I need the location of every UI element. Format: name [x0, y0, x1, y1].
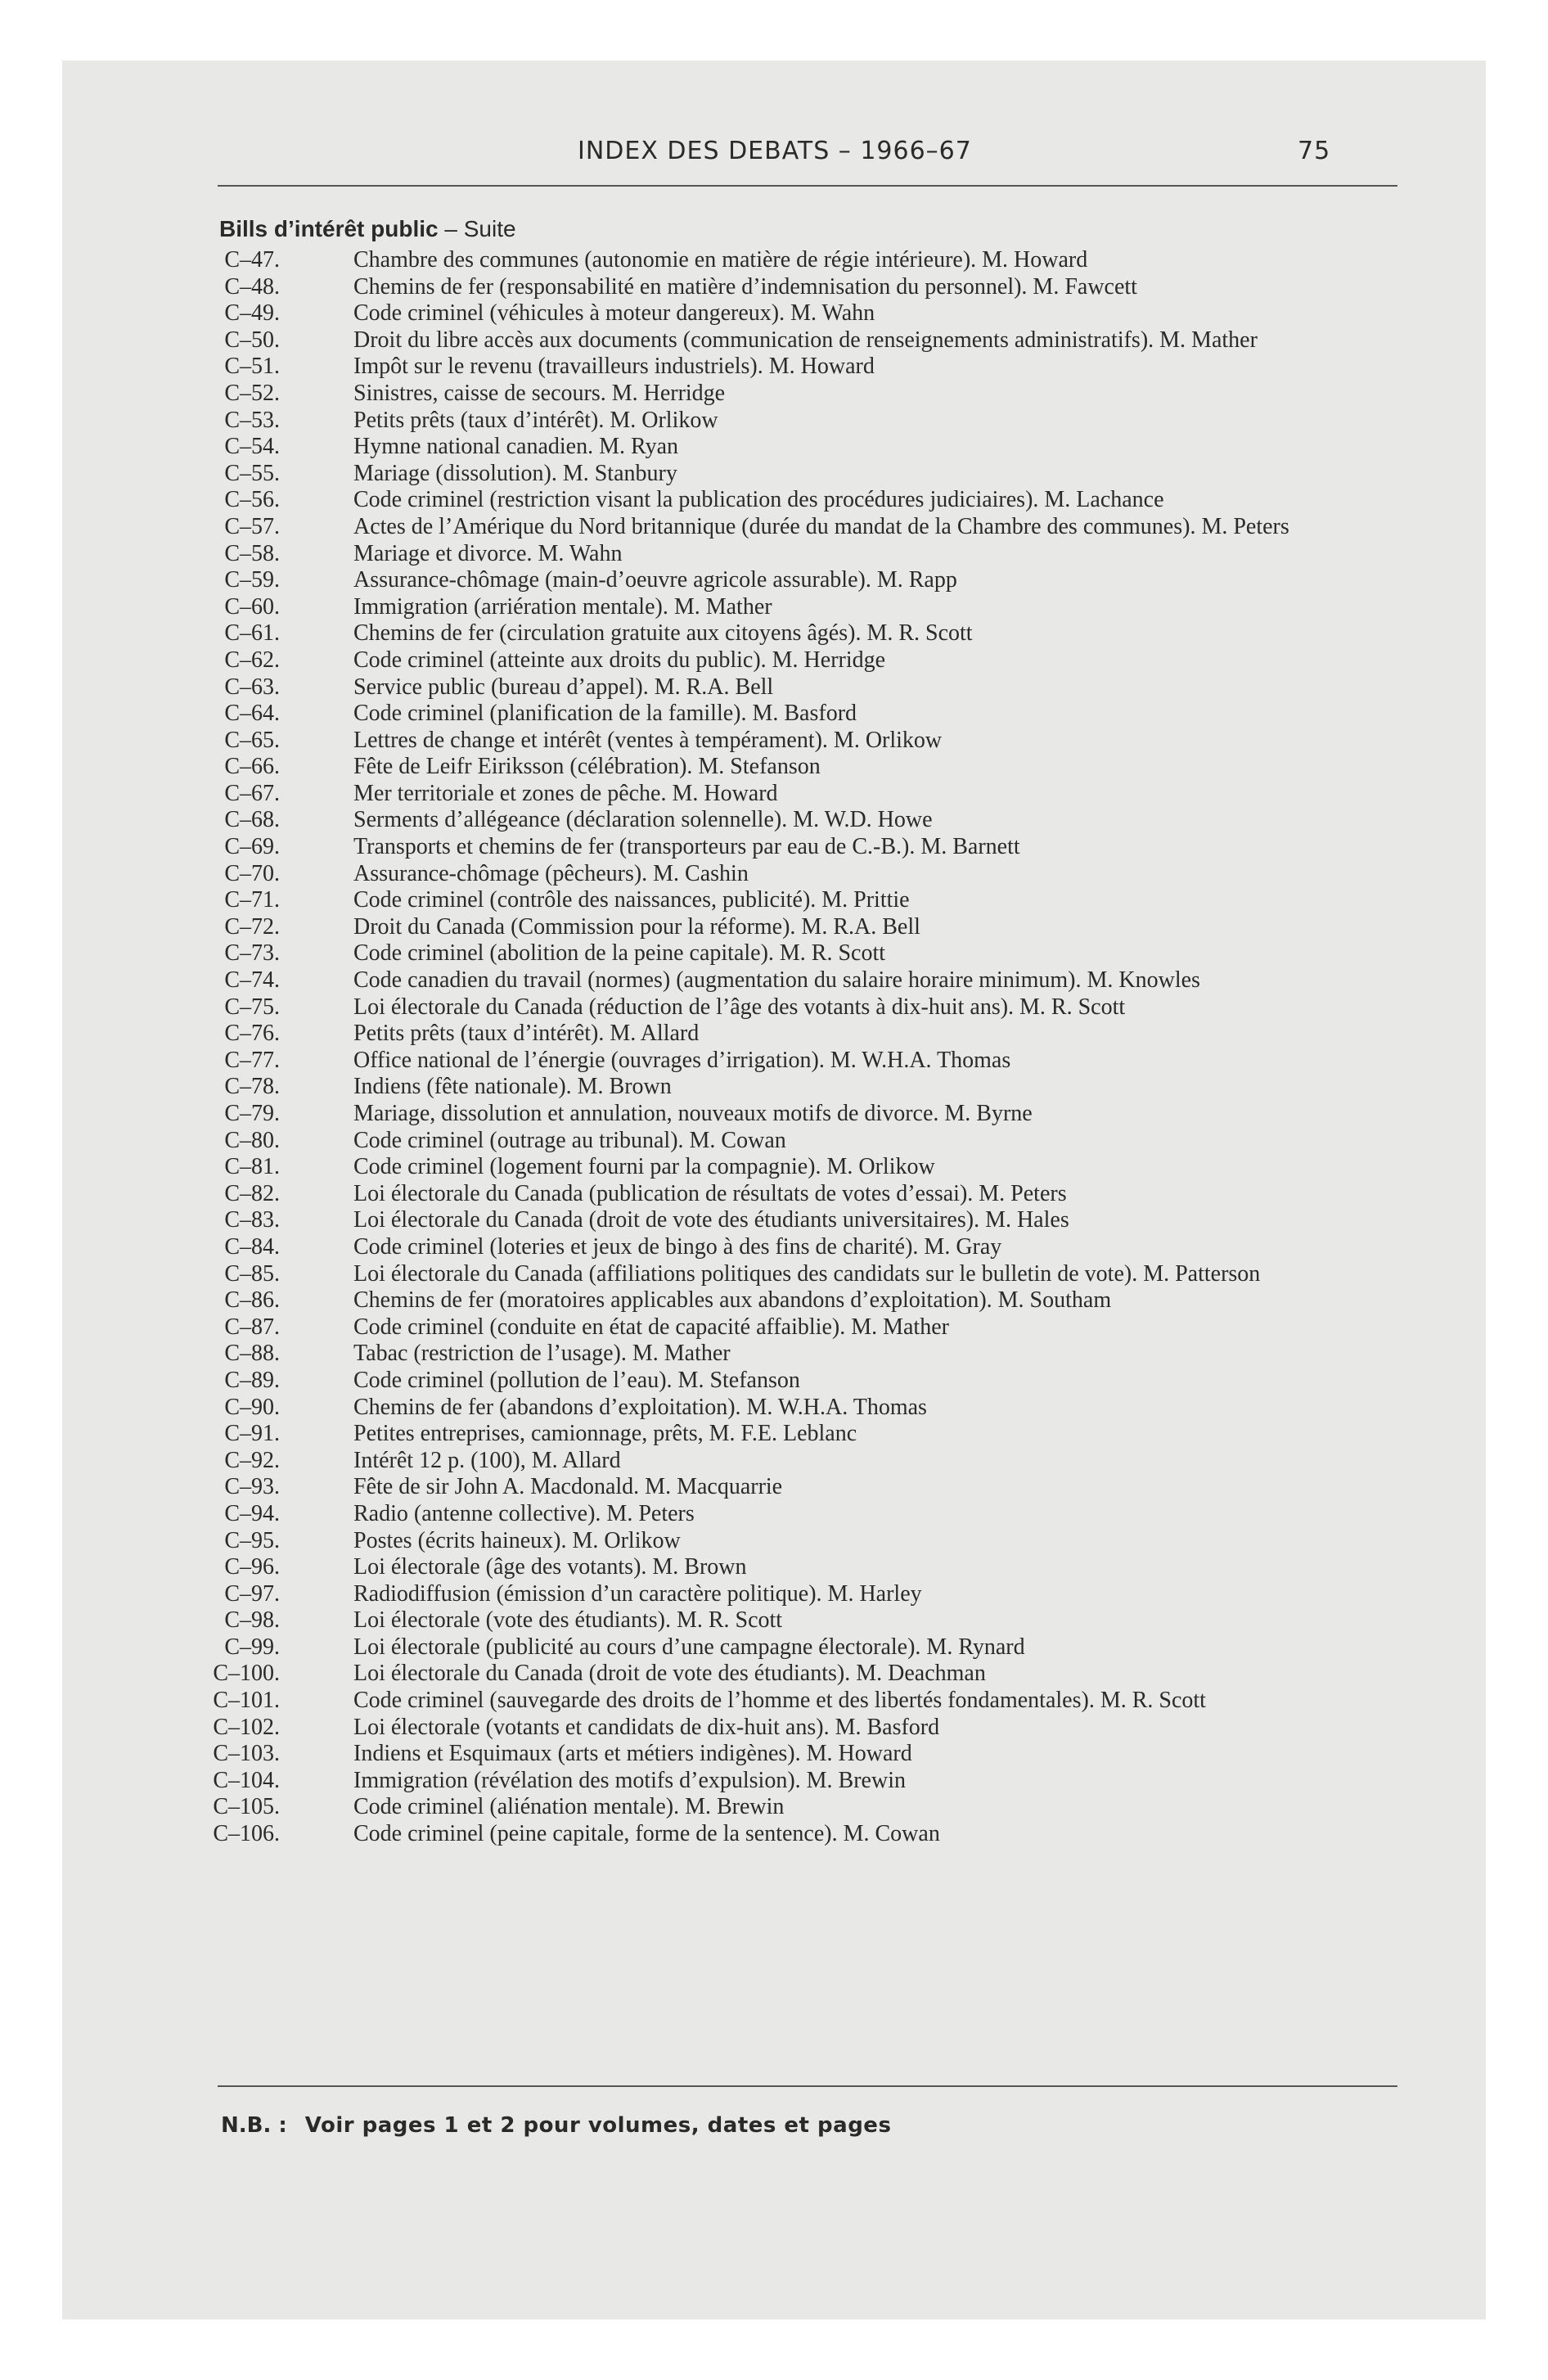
bill-title: Code criminel (contrôle des naissances, publicité). M. Prittie [353, 887, 910, 913]
bill-code: C–52. [224, 380, 280, 406]
bill-entry [62, 461, 1486, 488]
bill-code: C–103. [213, 1741, 280, 1767]
bill-code: C–72. [224, 913, 280, 940]
bill-entry [62, 1501, 1486, 1528]
bill-entry [62, 274, 1486, 301]
bill-entry [62, 1554, 1486, 1581]
bill-entry [62, 994, 1486, 1021]
bill-entry [62, 1101, 1486, 1128]
bill-code: C–53. [224, 407, 280, 433]
bill-code: C–57. [224, 513, 280, 539]
bill-entry [62, 1395, 1486, 1422]
bill-entry [62, 1741, 1486, 1768]
bill-code: C–84. [224, 1233, 280, 1260]
page-header [62, 137, 1486, 178]
bill-entry [62, 1421, 1486, 1448]
bill-code: C–51. [224, 354, 280, 380]
bill-code: C–79. [224, 1101, 280, 1126]
bill-title: Chemins de fer (abandons d’exploitation). M. W.H.A. Thomas [353, 1394, 927, 1420]
bill-title: Code criminel (atteinte aux droits du public). M. Herridge [353, 647, 886, 673]
bill-code: C–90. [224, 1394, 280, 1420]
bill-title: Radiodiffusion (émission d’un caractère politique). M. Harley [353, 1580, 922, 1607]
bill-entry [62, 1368, 1486, 1395]
bill-entry [62, 408, 1486, 435]
bill-entry [62, 1128, 1486, 1155]
bill-entry [62, 1234, 1486, 1261]
bill-code: C–49. [224, 300, 280, 327]
bill-code: C–59. [224, 567, 280, 593]
bill-entry [62, 1661, 1486, 1688]
footer-divider [218, 2085, 1397, 2087]
bill-entry [62, 940, 1486, 967]
bill-title: Loi électorale (âge des votants). M. Brown [353, 1554, 747, 1580]
bill-title: Mariage et divorce. M. Wahn [353, 540, 623, 566]
bill-title: Indiens et Esquimaux (arts et métiers indigènes). M. Howard [353, 1741, 912, 1767]
bill-code: C–76. [224, 1021, 280, 1047]
footnote-lead: N.B. : [221, 2113, 287, 2138]
bill-title: Loi électorale (votants et candidats de dix-huit ans). M. Basford [353, 1714, 940, 1740]
bill-entry [62, 487, 1486, 514]
bill-code: C–106. [213, 1821, 280, 1847]
bill-title: Mer territoriale et zones de pêche. M. Howard [353, 780, 778, 806]
bill-title: Code criminel (outrage au tribunal). M. Cowan [353, 1127, 786, 1153]
bill-entry [62, 1607, 1486, 1634]
bill-title: Petits prêts (taux d’intérêt). M. Allard [353, 1021, 700, 1047]
bill-code: C–54. [224, 434, 280, 460]
bill-title: Impôt sur le revenu (travailleurs industriels). M. Howard [353, 354, 875, 380]
bill-entry [62, 861, 1486, 888]
bill-entry [62, 1154, 1486, 1181]
bill-title: Sinistres, caisse de secours. M. Herridge [353, 380, 726, 406]
bill-list [62, 247, 1486, 1848]
bill-entry [62, 1528, 1486, 1555]
bill-title: Code criminel (logement fourni par la compagnie). M. Orlikow [353, 1154, 935, 1180]
bill-entry [62, 754, 1486, 781]
bill-code: C–58. [224, 540, 280, 566]
bill-title: Fête de sir John A. Macdonald. M. Macquarrie [353, 1474, 783, 1500]
bill-entry [62, 1314, 1486, 1341]
bill-title: Lettres de change et intérêt (ventes à tempérament). M. Orlikow [353, 727, 943, 753]
bill-entry [62, 1768, 1486, 1795]
bill-title: Serments d’allégeance (déclaration solennelle). M. W.D. Howe [353, 807, 933, 833]
bill-title: Code criminel (aliénation mentale). M. Brewin [353, 1794, 785, 1820]
bill-title: Code criminel (abolition de la peine capitale). M. R. Scott [353, 940, 886, 967]
bill-title: Loi électorale du Canada (droit de vote des étudiants). M. Deachman [353, 1661, 986, 1687]
bill-code: C–67. [224, 780, 280, 806]
bill-entry [62, 434, 1486, 461]
bill-title: Transports et chemins de fer (transporteurs par eau de C.-B.). M. Barnett [353, 834, 1020, 860]
page-number: 75 [1298, 137, 1331, 165]
bill-code: C–63. [224, 674, 280, 700]
bill-title: Immigration (révélation des motifs d’expulsion). M. Brewin [353, 1767, 906, 1793]
bill-entry [62, 247, 1486, 274]
bill-code: C–70. [224, 860, 280, 886]
section-heading-suffix: – Suite [438, 216, 516, 241]
bill-code: C–95. [224, 1527, 280, 1553]
bill-title: Code criminel (peine capitale, forme de la sentence). M. Cowan [353, 1821, 940, 1847]
bill-title: Loi électorale (publicité au cours d’une campagne électorale). M. Rynard [353, 1634, 1025, 1660]
bill-code: C–78. [224, 1074, 280, 1100]
bill-entry [62, 967, 1486, 994]
bill-code: C–73. [224, 940, 280, 967]
bill-code: C–82. [224, 1180, 280, 1206]
bill-title: Radio (antenne collective). M. Peters [353, 1500, 695, 1526]
bill-entry [62, 1794, 1486, 1821]
bill-entry [62, 354, 1486, 381]
bill-code: C–55. [224, 460, 280, 486]
bill-entry [62, 514, 1486, 541]
bill-entry [62, 647, 1486, 674]
bill-title: Tabac (restriction de l’usage). M. Mather [353, 1341, 731, 1367]
bill-code: C–69. [224, 834, 280, 860]
bill-code: C–91. [224, 1421, 280, 1447]
bill-entry [62, 1715, 1486, 1742]
bill-title: Code criminel (pollution de l’eau). M. Stefanson [353, 1367, 800, 1393]
bill-title: Code criminel (restriction visant la publication des procédures judiciaires). M. Lachance [353, 487, 1164, 513]
bill-code: C–98. [224, 1607, 280, 1634]
bill-code: C–92. [224, 1447, 280, 1473]
bill-code: C–85. [224, 1260, 280, 1287]
bill-code: C–61. [224, 620, 280, 647]
bill-entry [62, 1287, 1486, 1314]
bill-entry [62, 381, 1486, 408]
bill-entry [62, 887, 1486, 914]
bill-entry [62, 807, 1486, 834]
bill-title: Loi électorale du Canada (réduction de l’âge des votants à dix-huit ans). M. R. Scott [353, 994, 1126, 1020]
bill-code: C–56. [224, 487, 280, 513]
bill-title: Hymne national canadien. M. Ryan [353, 434, 678, 460]
bill-code: C–105. [213, 1794, 280, 1820]
bill-title: Petites entreprises, camionnage, prêts, M. F.E. Leblanc [353, 1421, 857, 1447]
bill-code: C–60. [224, 593, 280, 620]
bill-entry [62, 1341, 1486, 1368]
bill-code: C–94. [224, 1500, 280, 1526]
bill-title: Loi électorale du Canada (droit de vote des étudiants universitaires). M. Hales [353, 1207, 1069, 1233]
bill-code: C–47. [224, 247, 280, 273]
bill-title: Loi électorale du Canada (affiliations politiques des candidats sur le bulletin de vote). M. Patterson [353, 1260, 1261, 1287]
bill-code: C–83. [224, 1207, 280, 1233]
bill-title: Loi électorale du Canada (publication de résultats de votes d’essai). M. Peters [353, 1180, 1067, 1206]
page-title: INDEX DES DEBATS – 1966–67 [578, 137, 972, 165]
bill-title: Chemins de fer (responsabilité en matière d’indemnisation du personnel). M. Fawcett [353, 273, 1137, 300]
bill-code: C–100. [213, 1661, 280, 1687]
bill-entry [62, 1261, 1486, 1288]
document-page [62, 61, 1486, 2319]
bill-entry [62, 1021, 1486, 1048]
bill-title: Intérêt 12 p. (100), M. Allard [353, 1447, 621, 1473]
bill-entry [62, 1207, 1486, 1234]
bill-entry [62, 1048, 1486, 1075]
bill-title: Assurance-chômage (pêcheurs). M. Cashin [353, 860, 749, 886]
bill-entry [62, 300, 1486, 327]
bill-entry [62, 1821, 1486, 1848]
section-heading-title: Bills d’intérêt public [219, 216, 439, 241]
bill-entry [62, 327, 1486, 354]
bill-entry [62, 620, 1486, 647]
bill-title: Fête de Leifr Eiriksson (célébration). M. Stefanson [353, 754, 821, 780]
bill-title: Mariage, dissolution et annulation, nouveaux motifs de divorce. M. Byrne [353, 1101, 1033, 1126]
bill-title: Code criminel (conduite en état de capacité affaiblie). M. Mather [353, 1314, 949, 1340]
bill-title: Assurance-chômage (main-d’oeuvre agricole assurable). M. Rapp [353, 567, 957, 593]
footnote-text: Voir pages 1 et 2 pour volumes, dates et pages [304, 2113, 892, 2138]
bill-code: C–48. [224, 273, 280, 300]
footnote [221, 2113, 891, 2138]
bill-entry [62, 1074, 1486, 1101]
bill-entry [62, 914, 1486, 941]
bill-code: C–87. [224, 1314, 280, 1340]
bill-entry [62, 728, 1486, 755]
bill-code: C–101. [213, 1688, 280, 1714]
bill-code: C–74. [224, 967, 280, 994]
bill-title: Postes (écrits haineux). M. Orlikow [353, 1527, 681, 1553]
bill-title: Chambre des communes (autonomie en matière de régie intérieure). M. Howard [353, 247, 1088, 273]
bill-title: Indiens (fête nationale). M. Brown [353, 1074, 672, 1100]
bill-code: C–62. [224, 647, 280, 673]
bill-code: C–93. [224, 1474, 280, 1500]
bill-code: C–66. [224, 754, 280, 780]
bill-code: C–97. [224, 1580, 280, 1607]
header-divider [218, 185, 1397, 187]
bill-title: Code canadien du travail (normes) (augmentation du salaire horaire minimum). M. Knowles [353, 967, 1200, 994]
bill-code: C–71. [224, 887, 280, 913]
bill-title: Service public (bureau d’appel). M. R.A. Bell [353, 674, 774, 700]
bill-title: Code criminel (véhicules à moteur dangereux). M. Wahn [353, 300, 875, 327]
bill-entry [62, 1181, 1486, 1208]
bill-code: C–89. [224, 1367, 280, 1393]
bill-title: Droit du Canada (Commission pour la réforme). M. R.A. Bell [353, 913, 920, 940]
bill-code: C–68. [224, 807, 280, 833]
bill-title: Droit du libre accès aux documents (communication de renseignements administratifs). M. Mather [353, 327, 1258, 353]
bill-entry [62, 541, 1486, 568]
bill-title: Office national de l’énergie (ouvrages d’irrigation). M. W.H.A. Thomas [353, 1047, 1011, 1073]
bill-entry [62, 781, 1486, 808]
bill-code: C–50. [224, 327, 280, 353]
bill-entry [62, 1688, 1486, 1715]
bill-entry [62, 701, 1486, 728]
bill-code: C–65. [224, 727, 280, 753]
bill-code: C–64. [224, 701, 280, 727]
bill-title: Code criminel (planification de la famille). M. Basford [353, 701, 857, 727]
bill-entry [62, 1634, 1486, 1661]
bill-code: C–99. [224, 1634, 280, 1660]
bill-title: Code criminel (loteries et jeux de bingo à des fins de charité). M. Gray [353, 1233, 1002, 1260]
bill-entry [62, 834, 1486, 861]
bill-title: Code criminel (sauvegarde des droits de l’homme et des libertés fondamentales). M. R. Scott [353, 1688, 1206, 1714]
bill-code: C–77. [224, 1047, 280, 1073]
bill-entry [62, 1581, 1486, 1608]
bill-title: Immigration (arriération mentale). M. Mather [353, 593, 772, 620]
bill-title: Mariage (dissolution). M. Stanbury [353, 460, 677, 486]
bill-entry [62, 567, 1486, 594]
bill-entry [62, 594, 1486, 621]
bill-code: C–104. [213, 1767, 280, 1793]
section-heading [219, 216, 516, 242]
bill-title: Chemins de fer (circulation gratuite aux citoyens âgés). M. R. Scott [353, 620, 973, 647]
bill-title: Loi électorale (vote des étudiants). M. R. Scott [353, 1607, 783, 1634]
bill-title: Chemins de fer (moratoires applicables aux abandons d’exploitation). M. Southam [353, 1287, 1112, 1314]
bill-code: C–81. [224, 1154, 280, 1180]
bill-title: Petits prêts (taux d’intérêt). M. Orlikow [353, 407, 718, 433]
bill-code: C–96. [224, 1554, 280, 1580]
bill-code: C–80. [224, 1127, 280, 1153]
bill-code: C–86. [224, 1287, 280, 1314]
bill-code: C–75. [224, 994, 280, 1020]
bill-code: C–88. [224, 1341, 280, 1367]
bill-code: C–102. [213, 1714, 280, 1740]
bill-title: Actes de l’Amérique du Nord britannique (durée du mandat de la Chambre des communes). M. Peters [353, 513, 1289, 539]
bill-entry [62, 1474, 1486, 1501]
bill-entry [62, 674, 1486, 701]
bill-entry [62, 1448, 1486, 1475]
